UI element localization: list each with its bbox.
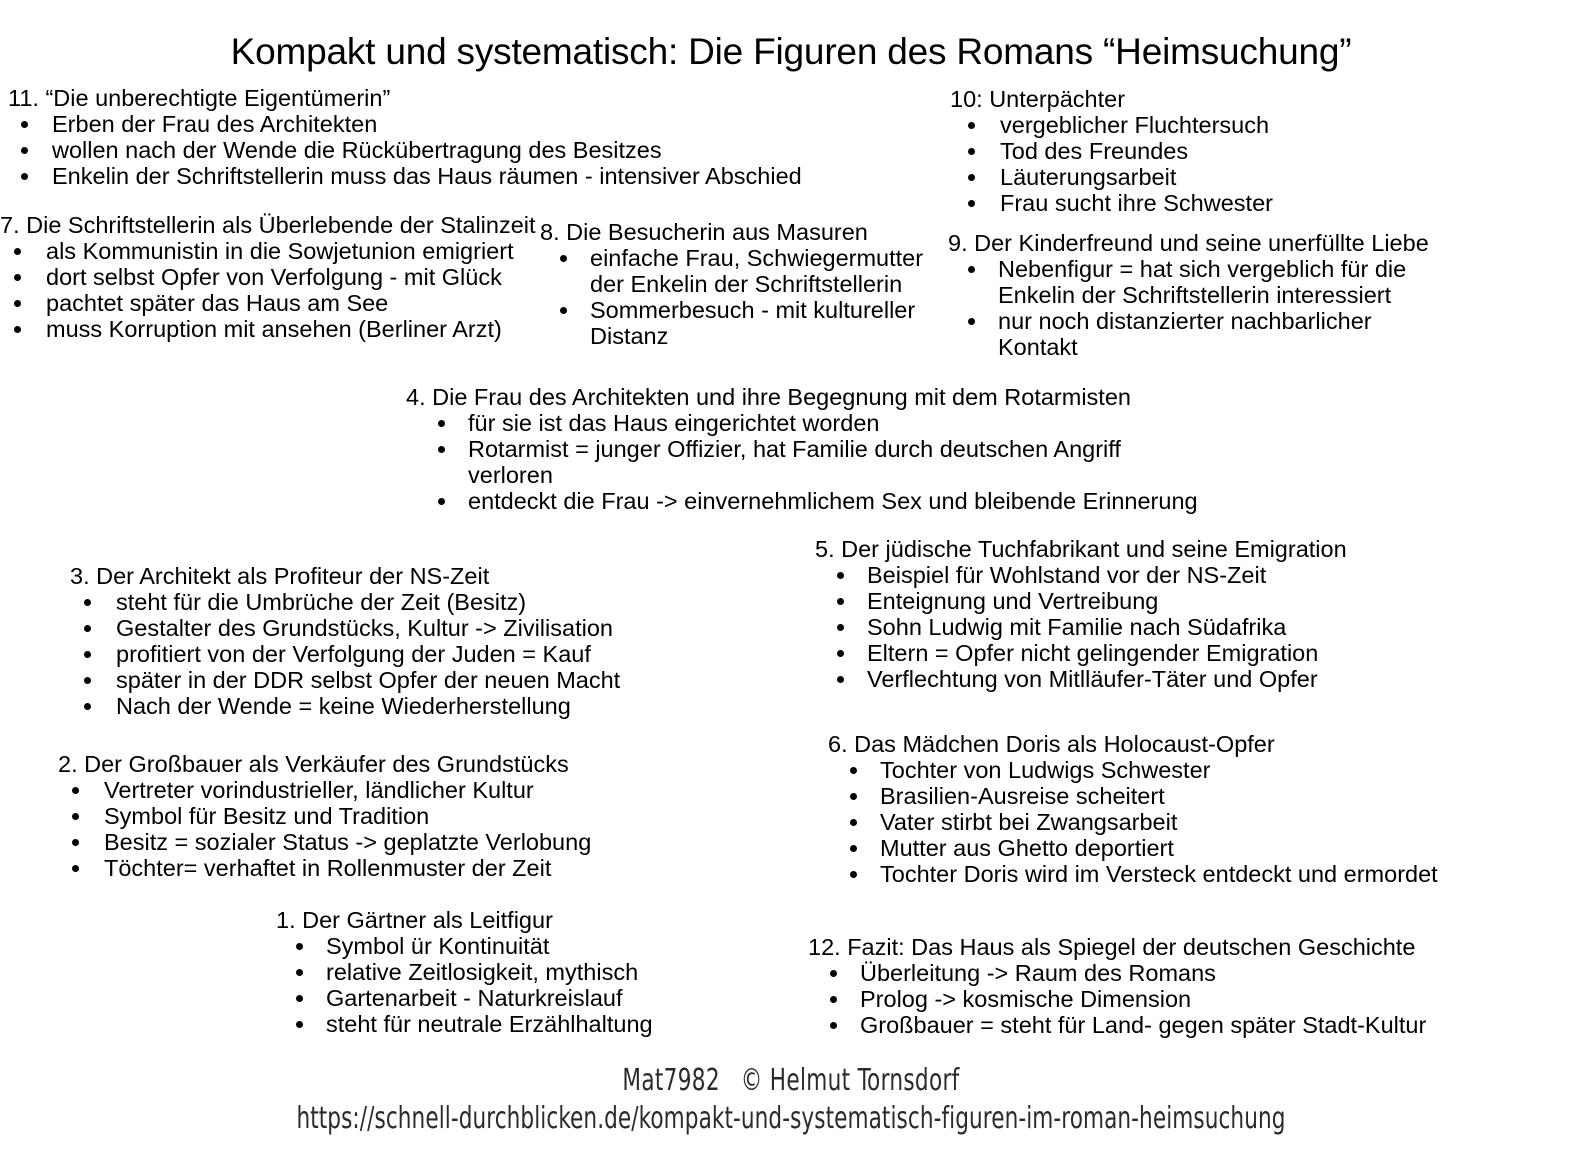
list-item-text: Tochter Doris wird im Versteck entdeckt und ermordet	[880, 861, 1438, 887]
list-item	[828, 835, 1468, 861]
bullet-icon	[72, 865, 79, 872]
bullet-icon	[968, 174, 975, 181]
list-item-text: Enteignung und Vertreibung	[867, 588, 1159, 614]
list-item-text: Vertreter vorindustrieller, ländlicher Kultur	[104, 777, 534, 803]
list-item	[540, 297, 940, 349]
list-item-text: Erben der Frau des Architekten	[52, 111, 378, 137]
list-item	[8, 137, 828, 163]
bullet-icon	[72, 787, 79, 794]
list-item-text: pachtet später das Haus am See	[46, 290, 389, 316]
figure-block-6	[828, 731, 1468, 887]
list-item	[828, 783, 1468, 809]
bullet-icon	[968, 318, 975, 325]
list-item	[276, 1011, 696, 1037]
figure-block-4	[406, 384, 1206, 514]
bullet-icon	[560, 307, 567, 314]
bullet-icon	[84, 651, 91, 658]
bullet-icon	[850, 871, 857, 878]
list-item-text: steht für neutrale Erzählhaltung	[326, 1011, 653, 1037]
list-item-text: Nebenfigur = hat sich vergeblich für die Enkelin der Schriftstellerin interessiert	[998, 256, 1407, 308]
bullet-icon	[850, 845, 857, 852]
bullet-icon	[850, 819, 857, 826]
block-7-list	[0, 238, 540, 342]
bullet-icon	[84, 677, 91, 684]
list-item	[815, 588, 1375, 614]
bullet-icon	[84, 625, 91, 632]
figure-block-8	[540, 219, 940, 349]
list-item	[815, 640, 1375, 666]
figure-block-5	[815, 536, 1375, 692]
list-item	[70, 667, 690, 693]
list-item	[406, 436, 1206, 488]
list-item-text: nur noch distanzierter nachbarlicher Kontakt	[998, 308, 1372, 360]
figure-block-1	[276, 907, 696, 1037]
bullet-icon	[850, 793, 857, 800]
block-4-heading: 4. Die Frau des Architekten und ihre Begegnung mit dem Rotarmisten	[406, 384, 1131, 410]
list-item-text: steht für die Umbrüche der Zeit (Besitz)	[116, 589, 527, 615]
list-item-text: Enkelin der Schriftstellerin muss das Haus räumen - intensiver Abschied	[52, 163, 802, 189]
bullet-icon	[438, 446, 445, 453]
list-item-text: Frau sucht ihre Schwester	[1000, 190, 1273, 216]
block-6-heading: 6. Das Mädchen Doris als Holocaust-Opfer	[828, 731, 1275, 757]
bullet-icon	[296, 1021, 303, 1028]
block-11-list	[8, 111, 828, 189]
figure-block-11	[8, 85, 828, 189]
list-item	[950, 112, 1470, 138]
list-item-text: Rotarmist = junger Offizier, hat Familie durch deutschen Angriff verloren	[468, 436, 1121, 488]
list-item-text: wollen nach der Wende die Rückübertragung des Besitzes	[52, 137, 662, 163]
bullet-icon	[84, 703, 91, 710]
list-item	[950, 190, 1470, 216]
list-item-text: Symbol für Besitz und Tradition	[104, 803, 430, 829]
list-item-text: Tod des Freundes	[1000, 138, 1189, 164]
block-8-list	[540, 245, 940, 349]
bullet-icon	[560, 255, 567, 262]
figure-block-2	[58, 751, 678, 881]
list-item-text: Töchter= verhaftet in Rollenmuster der Zeit	[104, 855, 552, 881]
figure-block-12	[808, 934, 1448, 1038]
figure-block-7	[0, 212, 540, 342]
copyright-notice: © Helmut Tornsdorf	[740, 1063, 960, 1098]
block-9-list	[948, 256, 1448, 360]
block-5-heading: 5. Der jüdische Tuchfabrikant und seine Emigration	[815, 536, 1347, 562]
list-item	[58, 803, 678, 829]
list-item	[276, 933, 696, 959]
list-item	[70, 589, 690, 615]
list-item	[0, 290, 540, 316]
block-7-heading: 7. Die Schriftstellerin als Überlebende der Stalinzeit	[0, 212, 536, 238]
bullet-icon	[14, 248, 21, 255]
bullet-icon	[72, 839, 79, 846]
list-item-text: Tochter von Ludwigs Schwester	[880, 757, 1211, 783]
bullet-icon	[837, 598, 844, 605]
bullet-icon	[968, 122, 975, 129]
list-item-text: als Kommunistin in die Sowjetunion emigriert	[46, 238, 514, 264]
list-item-text: später in der DDR selbst Opfer der neuen Macht	[116, 667, 621, 693]
list-item	[276, 985, 696, 1011]
bullet-icon	[21, 173, 28, 180]
footer-credit-line	[158, 1063, 1424, 1099]
block-2-list	[58, 777, 678, 881]
list-item	[0, 238, 540, 264]
list-item	[0, 316, 540, 342]
footer-source-url[interactable]: https://schnell-durchblicken.de/kompakt-und-systematisch-figuren-im-roman-heimsuchung	[296, 1101, 1286, 1136]
block-6-list	[828, 757, 1468, 887]
bullet-icon	[830, 1022, 837, 1029]
bullet-icon	[438, 420, 445, 427]
block-2-heading: 2. Der Großbauer als Verkäufer des Grundstücks	[58, 751, 569, 777]
list-item	[950, 138, 1470, 164]
list-item-text: für sie ist das Haus eingerichtet worden	[468, 410, 880, 436]
list-item-text: muss Korruption mit ansehen (Berliner Arzt)	[46, 316, 502, 342]
list-item-text: Sohn Ludwig mit Familie nach Südafrika	[867, 614, 1287, 640]
block-8-heading: 8. Die Besucherin aus Masuren	[540, 219, 868, 245]
list-item	[276, 959, 696, 985]
list-item-text: Läuterungsarbeit	[1000, 164, 1177, 190]
block-11-heading: 11. “Die unberechtigte Eigentümerin”	[8, 85, 391, 111]
block-9-heading: 9. Der Kinderfreund und seine unerfüllte Liebe	[948, 230, 1429, 256]
block-10-list	[950, 112, 1470, 216]
block-12-list	[808, 960, 1448, 1038]
block-3-list	[70, 589, 690, 719]
bullet-icon	[850, 767, 857, 774]
list-item-text: Verflechtung von Mitlläufer-Täter und Opfer	[867, 666, 1318, 692]
block-5-list	[815, 562, 1375, 692]
block-1-list	[276, 933, 696, 1037]
list-item-text: vergeblicher Fluchtersuch	[1000, 112, 1270, 138]
bullet-icon	[837, 624, 844, 631]
bullet-icon	[968, 266, 975, 273]
material-id: Mat7982	[622, 1063, 720, 1098]
list-item	[808, 986, 1448, 1012]
bullet-icon	[438, 498, 445, 505]
list-item	[406, 410, 1206, 436]
block-10-heading: 10: Unterpächter	[950, 86, 1126, 112]
bullet-icon	[84, 599, 91, 606]
list-item-text: relative Zeitlosigkeit, mythisch	[326, 959, 639, 985]
bullet-icon	[968, 200, 975, 207]
list-item	[406, 488, 1206, 514]
bullet-icon	[968, 148, 975, 155]
list-item	[948, 256, 1448, 308]
list-item-text: Überleitung -> Raum des Romans	[860, 960, 1216, 986]
list-item-text: Vater stirbt bei Zwangsarbeit	[880, 809, 1178, 835]
bullet-icon	[296, 995, 303, 1002]
list-item-text: Symbol ür Kontinuität	[326, 933, 550, 959]
list-item-text: profitiert von der Verfolgung der Juden = Kauf	[116, 641, 591, 667]
block-3-heading: 3. Der Architekt als Profiteur der NS-Zeit	[70, 563, 490, 589]
list-item-text: Großbauer = steht für Land- gegen später Stadt-Kultur	[860, 1012, 1427, 1038]
page-title: Kompakt und systematisch: Die Figuren des Romans “Heimsuchung”	[230, 30, 1352, 72]
list-item	[8, 111, 828, 137]
bullet-icon	[14, 274, 21, 281]
list-item	[828, 757, 1468, 783]
bullet-icon	[830, 970, 837, 977]
bullet-icon	[296, 943, 303, 950]
list-item	[815, 614, 1375, 640]
list-item	[540, 245, 940, 297]
bullet-icon	[14, 300, 21, 307]
block-4-list	[406, 410, 1206, 514]
bullet-icon	[837, 676, 844, 683]
list-item	[808, 1012, 1448, 1038]
block-12-heading: 12. Fazit: Das Haus als Spiegel der deutschen Geschichte	[808, 934, 1416, 960]
figure-block-9	[948, 230, 1448, 360]
list-item-text: Nach der Wende = keine Wiederherstellung	[116, 693, 571, 719]
list-item-text: entdeckt die Frau -> einvernehmlichem Sex und bleibende Erinnerung	[468, 488, 1198, 514]
list-item	[808, 960, 1448, 986]
list-item	[0, 264, 540, 290]
list-item	[948, 308, 1448, 360]
list-item	[70, 693, 690, 719]
list-item	[828, 809, 1468, 835]
bullet-icon	[837, 650, 844, 657]
list-item	[58, 829, 678, 855]
list-item-text: Eltern = Opfer nicht gelingender Emigration	[867, 640, 1319, 666]
list-item-text: Beispiel für Wohlstand vor der NS-Zeit	[867, 562, 1267, 588]
bullet-icon	[72, 813, 79, 820]
list-item	[70, 615, 690, 641]
list-item-text: Gestalter des Grundstücks, Kultur -> Zivilisation	[116, 615, 613, 641]
list-item	[828, 861, 1468, 887]
bullet-icon	[21, 121, 28, 128]
list-item	[815, 562, 1375, 588]
bullet-icon	[14, 326, 21, 333]
bullet-icon	[837, 572, 844, 579]
bullet-icon	[21, 147, 28, 154]
figure-block-10	[950, 86, 1470, 216]
list-item-text: Brasilien-Ausreise scheitert	[880, 783, 1165, 809]
list-item	[58, 855, 678, 881]
list-item	[8, 163, 828, 189]
list-item-text: Gartenarbeit - Naturkreislauf	[326, 985, 623, 1011]
list-item-text: dort selbst Opfer von Verfolgung - mit Glück	[46, 264, 502, 290]
figure-block-3	[70, 563, 690, 719]
list-item-text: Prolog -> kosmische Dimension	[860, 986, 1192, 1012]
bullet-icon	[296, 969, 303, 976]
list-item-text: einfache Frau, Schwiegermutter der Enkelin der Schriftstellerin	[590, 245, 924, 297]
list-item-text: Sommerbesuch - mit kultureller Distanz	[590, 297, 916, 349]
list-item	[58, 777, 678, 803]
list-item-text: Besitz = sozialer Status -> geplatzte Verlobung	[104, 829, 592, 855]
bullet-icon	[830, 996, 837, 1003]
list-item-text: Mutter aus Ghetto deportiert	[880, 835, 1174, 861]
block-1-heading: 1. Der Gärtner als Leitfigur	[276, 907, 553, 933]
list-item	[70, 641, 690, 667]
list-item	[950, 164, 1470, 190]
list-item	[815, 666, 1375, 692]
